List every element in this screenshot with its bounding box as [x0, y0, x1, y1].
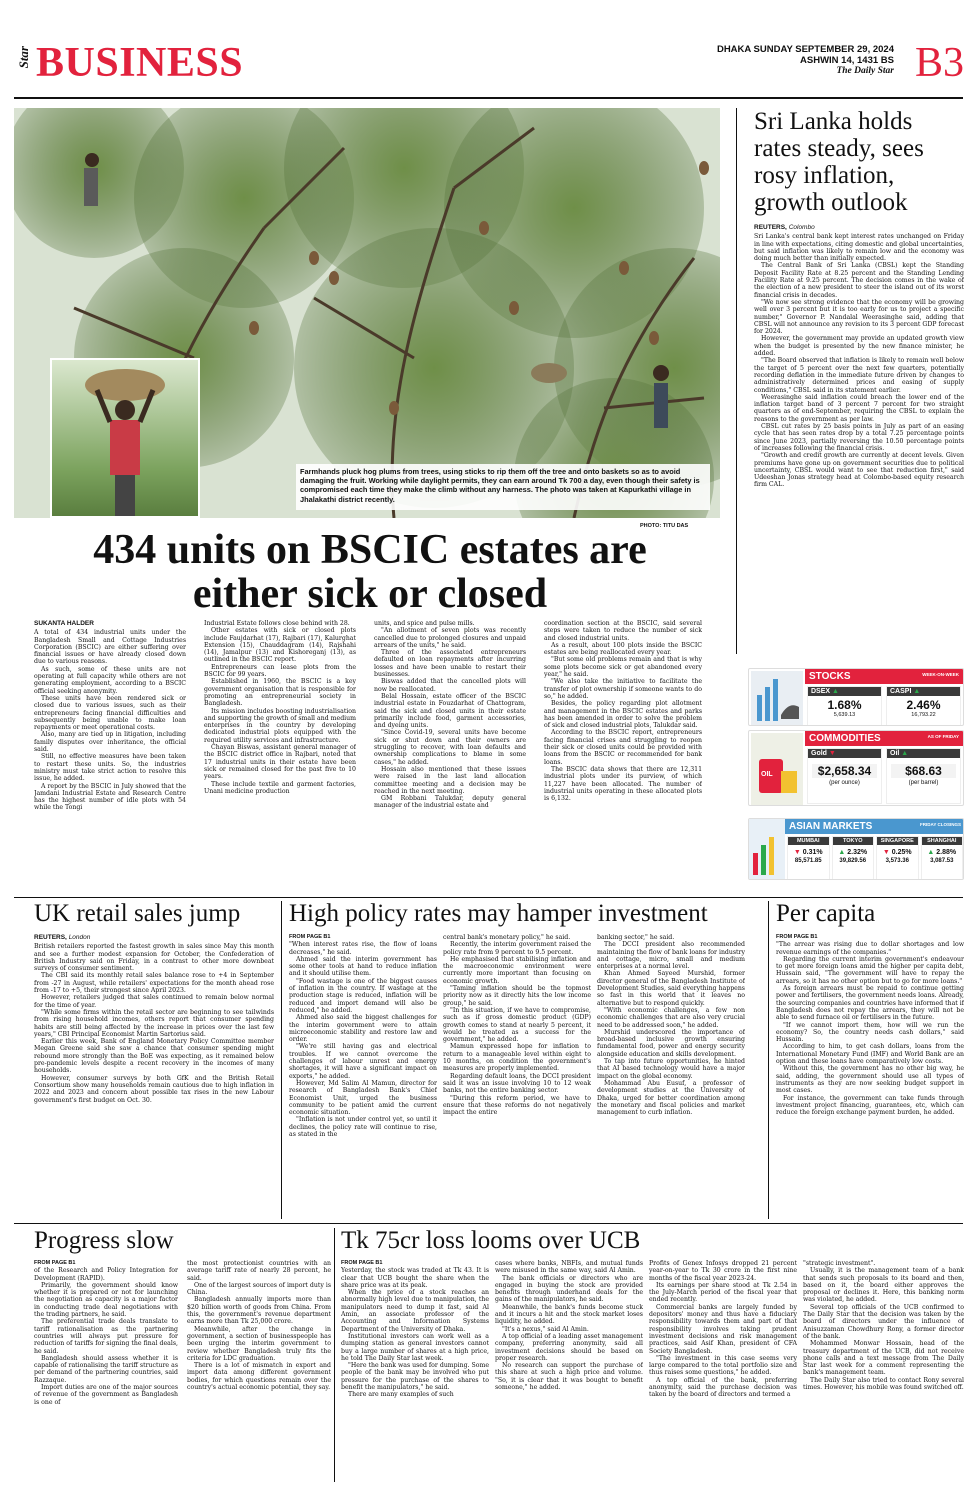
- progress-col-1: [34, 1260, 178, 1482]
- policy-from: FROM PAGE B1: [289, 934, 331, 940]
- main-paragraph: "We also take the initiative to facilitate the transfer of plot ownership if someone wants to do so," he added.: [544, 678, 702, 700]
- srilanka-body: [754, 224, 964, 654]
- policy-col-2: [443, 934, 591, 1218]
- main-paragraph: According to the BSCIC report, entrepreneurs facing financial crises and struggling to reopen their sick or closed units could be provided with loans from the BSCIC or recommended for bank loans.: [544, 729, 702, 766]
- main-paragraph: As such, some of these units are not operating at full capacity while others are not generating employment, according to a BSCIC official seeking anonymity.: [34, 665, 186, 695]
- srilanka-paragraph: CBSL cut rates by 25 basis points in July as part of an easing cycle that has seen rates drop by a total 7.25 percentage points since June 2023, partially reversing the 10.50 percentage points of increases following the financial crisis.: [754, 423, 964, 452]
- uk-right-rule: [281, 901, 282, 1219]
- commodity-price: $2,658.34: [812, 764, 877, 778]
- policy-paragraph: "We're still having gas and electrical troubles. If we cannot overcome the challenges of labour unrest and energy shortages, it will have a significant impact on exports," he added.: [289, 1043, 437, 1080]
- stock-index-value: 5,639.13: [833, 712, 856, 718]
- asian-market-value: 85,571.85: [794, 858, 822, 864]
- main-paragraph: "Since Covid-19, several units have become sick or shut down and their owners are struggling to recover, with loan defaults and ownership complications to blame in some cases," he added.: [374, 729, 526, 766]
- uk-paragraph: However, consumer surveys by both GfK and the British Retail Consortium show many households remain cautious due to high inflation in 2022 and 2023 and concern about possible tax rises in the new Labour government's first budget on Oct. 30.: [34, 1074, 274, 1104]
- triangle-up-icon: ▲: [830, 688, 839, 695]
- commodity: [886, 748, 961, 804]
- main-paragraph: Chayan Biswas, assistant general manager of the BSCIC district office in Rajbari, noted that 17 industrial units in their estate have been sick or remained closed for the past five to 10 years.: [204, 744, 356, 781]
- ucb-col-2: [495, 1260, 643, 1482]
- porter-illustration: [52, 360, 198, 516]
- commodities-title: COMMODITIES: [809, 733, 881, 744]
- asian-note: FRIDAY CLOSINGS: [919, 822, 961, 827]
- main-paragraph: These include textile and garment factories, Unani medicine production: [204, 780, 356, 795]
- asian-market: [876, 836, 919, 880]
- triangle-up-icon: ▲: [911, 688, 921, 695]
- main-paragraph: coordination section at the BSCIC, said several steps were taken to reduce the number of sick and closed industrial units.: [544, 620, 702, 642]
- main-col-3: [374, 620, 526, 886]
- stock-index: [807, 686, 882, 726]
- policy-paragraph: "Food wastage is one of the biggest causes of inflation in the country. If wastage at the production stage is reduced, inflation will be reduced and import demand will also be reduced," he added.: [289, 977, 437, 1014]
- stock-index-label: DSEX: [811, 688, 831, 695]
- stock-index-name: [808, 687, 881, 696]
- srilanka-headline: Sri Lanka holds rates steady, sees rosy inflation, growth outlook: [754, 108, 924, 216]
- srilanka-paragraph: However, the government may provide an updated growth view when the budget is presented by the new finance minister, he added.: [754, 335, 964, 358]
- triangle-up-icon: ▲: [899, 750, 909, 757]
- stocks-card: [748, 668, 964, 726]
- date: DHAKA SUNDAY SEPTEMBER 29, 2024: [716, 44, 894, 55]
- policy-col-1: [289, 934, 437, 1218]
- asian-market-pct: 2.32%: [847, 849, 868, 856]
- percapita-paragraph: For instance, the government can take funds through investment project financing, guarantees, etc, which can reduce the foreign exchange payment burden, he added.: [776, 1094, 964, 1117]
- main-paragraph: Hossain also mentioned that these issues were raised in the last land allocation committee meeting and a decision may be reached in the next meeting.: [374, 765, 526, 795]
- main-paragraph: Entrepreneurs can lease plots from the BSCIC for 99 years.: [204, 663, 356, 679]
- ucb-paragraph: A top official of a leading asset management company, preferring anonymity, said all investment decisions should be based on proper research.: [495, 1332, 643, 1362]
- uk-paragraph: "While some firms within the retail sector are beginning to see tailwinds from rising household incomes, others report that consumer spending habits are still being affected by the increase in prices over the last few years," CBI Principal Economist Martin Sartorius said.: [34, 1008, 274, 1038]
- commodity-unit: (per barrel): [908, 780, 939, 786]
- ucb-paragraph: The bank officials or directors who are engaged in buying the stock are provided benefits through underhand deals for the gains of the manipulators, he said.: [495, 1274, 643, 1304]
- uk-paragraph: British retailers reported the fastest growth in sales since May this month and see a further modest expansion for October, the Confederation of British Industry said on Friday, in a contrast to other more downbeat surveys of consumer sentiment.: [34, 943, 274, 973]
- percapita-paragraph: According to him, to get cash dollars, loans from the International Monetary Fund (IMF) and World Bank are an option and these loans have comparatively low costs.: [776, 1043, 964, 1066]
- policy-paragraph: "With economic challenges, a few non economic challenges that are also very crucial need to be addressed soon," he added.: [597, 1006, 745, 1029]
- ucb-paragraph: When the price of a stock reaches an abnormally high level due to manipulation, the manipulators need to dump it fast, said Al Amin, an associate professor of the Accounting and Information Systems Department of the University of Dhaka.: [341, 1289, 489, 1333]
- main-paragraph: Its mission includes boosting industrialisation and supporting the growth of small and medium enterprises in the country by developing dedicated industrial plots equipped with the required utility services and infrastructure.: [204, 707, 356, 744]
- main-paragraph: Established in 1960, the BSCIC is a key government organisation that is responsible for promoting an entrepreneurial society in Bangladesh.: [204, 678, 356, 708]
- policy-right-rule: [768, 901, 769, 1219]
- main-paragraph: The BSCIC data shows that there are 12,311 industrial plots under its purview, of which 11,227 have been allocated. The number of industrial units operating in these allocated plots is 6,132.: [544, 765, 702, 803]
- ucb-paragraph: Its earnings per share stood at Tk 2.54 in the July-March period of the fiscal year that ended recently.: [649, 1281, 797, 1304]
- triangle-down-icon: ▼: [882, 849, 892, 856]
- asian-market: [832, 836, 875, 880]
- asian-market-change: [788, 849, 829, 856]
- progress-paragraph: The preferential trade deals translate to tariff rationalisation as the partnering countries will always put pressure for reduction of tariffs for signing the final deals, he said.: [34, 1318, 178, 1355]
- asian-market-pct: 0.25%: [891, 849, 912, 856]
- commodities-card: [748, 730, 964, 806]
- policy-paragraph: Mohammad Abu Eusuf, a professor of development studies at the University of Dhaka, urged for better coordination among the monetary and fiscal policies and market management to curb inflation.: [597, 1079, 745, 1117]
- policy-col-3: [597, 934, 745, 1218]
- asian-items: [787, 836, 963, 880]
- ucb-paragraph: The Daily Star also tried to contact Rony several times. However, his mobile was found switched off.: [803, 1376, 964, 1392]
- commodity-price: $68.63: [891, 764, 956, 778]
- main-paragraph: Belal Hossain, estate officer of the BSCIC industrial estate in Fouzdarhat of Chattogram, said the sick and closed units in their estate primarily include food, garment accessories, and dyeing units.: [374, 692, 526, 730]
- progress-paragraph: the most protectionist countries with an average tariff rate of nearly 28 percent, he said.: [187, 1260, 331, 1282]
- main-col-2: [204, 620, 356, 886]
- percapita-paragraph: Regarding the current interim government's endeavour to get more foreign loans amid the higher per capita debt, Hussain said, "The government will have to repay the arrears, so it has no other option but to go for more loans.": [776, 955, 964, 985]
- commodity-unit: (per ounce): [829, 780, 860, 786]
- ucb-paragraph: Commercial banks are largely funded by depositors' money and thus have a fiduciary responsibility towards them and part of that responsibility involves taking prudent investment decisions and risk management practices, said Asif Khan, president of CFA Society Bangladesh.: [649, 1303, 797, 1355]
- main-paragraph: Biswas added that the cancelled plots will now be reallocated.: [374, 678, 526, 693]
- srilanka-paragraph: Sri Lanka's central bank kept interest rates unchanged on Friday in line with expectations, citing domestic and global uncertainties, but said inflation was likely to remain low and the economy was doing much better than initially expected.: [754, 233, 964, 263]
- masthead-rule: [14, 97, 963, 99]
- triangle-down-icon: ▼: [826, 750, 836, 757]
- stock-index-change: 2.46%: [906, 698, 941, 712]
- percapita-paragraph: As foreign arrears must be repaid to continue getting power and fertilisers, the government needs loans. Already, the sourcing companies and countries have informed that if Bangladesh does not repay the arrears, they will not be able to send furnace oil or fertilisers in the future.: [776, 985, 964, 1022]
- main-paragraph: Three of the associated entrepreneurs defaulted on loan repayments after incurring losses and have been unable to restart their businesses.: [374, 649, 526, 679]
- uk-paragraph: However, retailers judged that sales continued to remain below normal for the time of year.: [34, 994, 274, 1009]
- policy-paragraph: The DCCI president also recommended maintaining the flow of bank loans for industry and cottage, micro, small and medium enterprises at a normal level.: [597, 941, 745, 971]
- masthead: [14, 34, 964, 92]
- stock-index-label: CASPI: [890, 688, 912, 695]
- asian-market-name: MUMBAI: [788, 837, 829, 845]
- uk-paragraph: The CBI said its monthly retail sales balance rose to +4 in September from -27 in August, while retailers' expectations for the month ahead rose from -17 to +5, their strongest since April 2023.: [34, 972, 274, 995]
- commodity: [807, 748, 882, 804]
- ucb-paragraph: A top official of the bank, preferring anonymity, said the purchase decision was taken by the board of directors and termed a: [649, 1376, 797, 1399]
- uk-paragraph: Earlier this week, Bank of England Monetary Policy Committee member Megan Greene said she saw a chance that consumer spending might rebound more strongly than the BoE was expecting, as it remained below pre-pandemic levels despite a recent recovery in the incomes of many households.: [34, 1038, 274, 1075]
- srilanka-paragraph: "Growth and credit growth are currently at decent levels. Given premiums have gone up on government securities due to political uncertainty, CBSL would want to see that reduction first," said Udeeshan Jonas strategy head at Colombo-based equity research firm CAL.: [754, 452, 964, 489]
- policy-paragraph: banking sector," he said.: [597, 934, 675, 941]
- ucb-paragraph: "It's a nexus," said Al Amin.: [502, 1325, 589, 1333]
- oil-barrel-icon: [751, 733, 803, 805]
- progress-headline: Progress slow: [34, 1227, 174, 1254]
- main-paragraph: units, and spice and pulse mills.: [374, 620, 475, 627]
- ucb-from: FROM PAGE B1: [341, 1260, 383, 1266]
- commodities-header: [805, 731, 963, 746]
- progress-paragraph: Bangladesh should assess whether it is capable of rationalising the tariff structure as per demand of the partnering countries, said Razzaque.: [34, 1354, 178, 1384]
- main-paragraph: These units have been rendered sick or closed due to various issues, such as their entrepreneurs facing financial difficulties and subsequently being unable to make loan repayments or meet operational costs.: [34, 694, 186, 732]
- star-logo: Star: [16, 46, 31, 69]
- policy-paragraph: "Inflation is not under control yet, so until it declines, the policy rate will continue to rise, as stated in the: [289, 1116, 437, 1139]
- ucb-paragraph: Institutional investors can work well as a dumping station as general investors cannot buy a large number of shares at a high price, he told The Daily Star last week.: [341, 1332, 489, 1362]
- asian-market-name: TOKYO: [833, 837, 874, 845]
- main-byline: SUKANTA HALDER: [34, 620, 94, 627]
- policy-paragraph: However, Md Salim Al Mamun, director for research of Bangladesh Bank's Chief Economist Unit, urged the business community to be patient amid the current economic situation.: [289, 1079, 437, 1117]
- bangla-date: ASHWIN 14, 1431 BS: [800, 55, 894, 66]
- main-col-1: [34, 620, 186, 886]
- policy-paragraph: Ahmed said the interim government has some other tools at hand to reduce inflation and it should utilise them.: [289, 955, 437, 978]
- triangle-down-icon: ▼: [793, 849, 803, 856]
- srilanka-dateline: Colombo: [788, 224, 815, 231]
- ucb-paragraph: cases where banks, NBFIs, and mutual funds were misused in the same way, said Al Amin.: [495, 1260, 643, 1275]
- stock-index-change: 1.68%: [827, 698, 862, 712]
- policy-paragraph: "In this situation, if we have to compromise, such as if gross domestic product (GDP) growth comes to stand at nearly 5 percent, it would be treated as a success for the government," he added.: [443, 1006, 591, 1044]
- market-chart-icon: [749, 819, 785, 880]
- stocks-note: WEEK-ON-WEEK: [922, 672, 959, 677]
- asian-market-name: SINGAPORE: [877, 837, 918, 845]
- policy-paragraph: "When interest rates rise, the flow of loans decreases," he said.: [289, 941, 437, 956]
- srilanka-paragraph: Weerasinghe said inflation could breach the lower end of the inflation target band of 3 percent 7 percent for two straight quarters as of end-September, requiring the CBSL to explain the reasons to the government as per law.: [754, 393, 964, 423]
- triangle-up-icon: ▲: [927, 849, 937, 856]
- asian-market-value: 3,573.36: [885, 858, 909, 864]
- progress-paragraph: There is a lot of mismatch in export and import data among different government bodies, for which questions remain over the country's actual economic potential, they say.: [187, 1362, 331, 1392]
- asian-market: [921, 836, 964, 880]
- ucb-col-1: [341, 1260, 489, 1482]
- policy-paragraph: Recently, the interim government raised the policy rate from 9 percent to 9.5 percent.: [443, 941, 591, 956]
- commodity-label: Gold: [811, 750, 827, 757]
- policy-paragraph: Murshid underscored the importance of broad-based inclusive growth ensuring fundamental food, power and energy security alongside education and skills development.: [597, 1028, 745, 1058]
- uk-byline: REUTERS,: [34, 934, 67, 941]
- main-paragraph: Also, many are tied up in litigation, including family disputes over inheritance, the official said.: [34, 731, 186, 754]
- progress-from: FROM PAGE B1: [34, 1260, 76, 1266]
- policy-headline: High policy rates may hamper investment: [289, 900, 708, 927]
- main-headline: 434 units on BSCIC estates are either sick or closed: [93, 527, 647, 617]
- policy-paragraph: Ahmed also said the biggest challenges for the interim government were to attain microeconomic stability and restore law and order.: [289, 1014, 437, 1044]
- ucb-paragraph: No research can support the purchase of this share at such a high price and volume. "So, it is clear that it was bought to benefit someone," he added.: [495, 1362, 643, 1392]
- percapita-from: FROM PAGE B1: [776, 934, 818, 940]
- policy-paragraph: "Taming inflation should be the topmost priority now as it directly hits the low income group," he said.: [443, 985, 591, 1007]
- srilanka-paragraph: The Central Bank of Sri Lanka (CBSL) kept the Standing Deposit Facility Rate at 8.25 percent and the Standing Lending Facility Rate at 9.25 percent. The decision comes in the wake of the election of a new president to steer the island out of its worst financial crisis in decades.: [754, 262, 964, 299]
- photo-credit: PHOTO: TITU DAS: [640, 523, 689, 529]
- ucb-paragraph: Yesterday, the stock was traded at Tk 43. It is clear that UCB bought the share when the share price was at its peak.: [341, 1267, 489, 1289]
- main-paragraph: Still, no effective measures have been taken to restart these units. So, the industries ministry must take strict action to resolve this issue, he added.: [34, 753, 186, 783]
- ucb-paragraph: "The investment in this case seems very large compared to the total portfolio size and thus raises some questions," he added.: [649, 1354, 797, 1377]
- commodities-items: [807, 748, 961, 804]
- main-col-4: [544, 620, 702, 886]
- progress-paragraph: Primarily, the government should know whether it is prepared or not for launching the negotiation as capacity is a major factor in conducting trade deal negotiations with the trading partners, he said.: [34, 1281, 178, 1319]
- commodity-name: [887, 749, 960, 758]
- percapita-paragraph: Without this, the government has no other big way, he said, adding, the government should use all types of instruments as they are now seeking budget support in most cases.: [776, 1065, 964, 1095]
- ucb-paragraph: Profits of Genex Infosys dropped 21 percent year-on-year to Tk 30 crore in the first nine months of the fiscal year 2023-24.: [649, 1260, 797, 1282]
- uk-dateline: London: [68, 934, 91, 941]
- asian-market-name: SHANGHAI: [922, 837, 963, 845]
- progress-paragraph: Import duties are one of the major sources of revenue of the government as Bangladesh is one of: [34, 1384, 178, 1406]
- stock-index-name: [887, 687, 960, 696]
- srilanka-paragraph: "We now see strong evidence that the economy will be growing well over 3 percent but it is too early for us to project a specific number," Governor P. Nandalal Weerasinghe said, adding that CBSL will not announce any revision to its 3 percent GDP forecast for 2024.: [754, 298, 964, 336]
- percapita-paragraph: "The arrear was rising due to dollar shortages and low revenue earnings of the companies.": [776, 941, 964, 956]
- hog-plum-photo: [14, 108, 720, 518]
- ucb-paragraph: "Here the bank was used for dumping. Some people of the bank may be involved who put pressure for the purchase of the shares to benefit the manipulators," he said.: [341, 1362, 489, 1392]
- photo-caption: Farmhands pluck hog plums from trees, using sticks to rip them off the tree and onto baskets so as to avoid damaging the fruit. Working while daylight permits, they can earn around Tk 700 a day, even though their safety is compromised each time they make the climb without any harness. The photo was taken at Kapurkathi village in Jhalakathi district recently.: [296, 464, 710, 510]
- bull-bear-icon: [751, 671, 803, 725]
- asian-market-change: [877, 849, 918, 856]
- main-paragraph: A total of 434 industrial units under the Bangladesh Small and Cottage Industries Corporation (BSCIC) are either suffering over financial issues or have already closed down due to various reasons.: [34, 629, 186, 666]
- ucb-col-3: [649, 1260, 797, 1482]
- main-paragraph: As a result, about 100 plots inside the BSCIC estates are being reallocated every year.: [544, 641, 702, 657]
- policy-paragraph: Mamun expressed hope for inflation to return to a manageable level within eight to 10 months, on condition the government's measures are properly implemented.: [443, 1043, 591, 1073]
- paper-name: The Daily Star: [836, 66, 894, 76]
- policy-paragraph: Regarding default loans, the DCCI president said it was an issue involving 10 to 12 weak banks, not the entire banking sector.: [443, 1072, 591, 1095]
- main-paragraph: GM Robbani Talukdar, deputy general manager of the industrial estate and: [374, 795, 526, 810]
- asian-market-pct: 0.31%: [802, 849, 823, 856]
- progress-paragraph: Meanwhile, after the change in government, a section of businesspeople has been urging the interim government to review whether Bangladesh truly fits the criteria for LDC graduation.: [187, 1325, 331, 1362]
- stocks-header: [805, 669, 963, 684]
- percapita-paragraph: "If we cannot import them, how will we run the economy? So, the country needs cash dollars," said Hussain.: [776, 1021, 964, 1044]
- asian-title: ASIAN MARKETS: [789, 821, 873, 832]
- main-paragraph: "But some old problems remain and that is why some plots become sick or get abandoned every year," he said.: [544, 656, 702, 679]
- progress-paragraph: of the Research and Policy Integration for Development (RAPID).: [34, 1267, 178, 1282]
- asian-market-change: [833, 849, 874, 856]
- ucb-paragraph: There are many examples of such: [348, 1391, 454, 1399]
- asian-market-pct: 2.88%: [936, 849, 957, 856]
- stocks-title: STOCKS: [809, 671, 851, 682]
- main-paragraph: Industrial Estate follows close behind with 28.: [204, 620, 350, 627]
- section-title: BUSINESS: [36, 40, 244, 86]
- page-number: B3: [914, 40, 964, 86]
- main-paragraph: "An allotment of seven plots was recently cancelled due to prolonged closures and unpaid arrears of the units," he said.: [374, 627, 526, 649]
- asian-header: [785, 819, 964, 834]
- policy-paragraph: He emphasised that stabilising inflation and the macroeconomic environment were currently more important than focusing on economic growth.: [443, 955, 591, 985]
- progress-col-2: [187, 1260, 331, 1482]
- lower-rule: [14, 1223, 963, 1224]
- uk-headline: UK retail sales jump: [34, 900, 241, 927]
- srilanka-byline: REUTERS,: [754, 224, 787, 231]
- progress-paragraph: Bangladesh annually imports more than $20 billion worth of goods from China. From this, the government's revenue department earns more than Tk 25,000 crore.: [187, 1296, 331, 1326]
- percapita-body: [776, 934, 964, 1218]
- asian-market: [787, 836, 830, 880]
- policy-paragraph: central bank's monetary policy," he said.: [443, 934, 571, 941]
- stock-index-value: 16,793.22: [911, 712, 936, 718]
- policy-paragraph: To tap into future opportunities, he hinted that AI based technology would have a major impact on the global economy.: [597, 1058, 745, 1080]
- policy-paragraph: Khan Ahmed Sayeed Murshid, former director general of the Bangladesh Institute of Development Studies, said everything happens so fast in this world that it leaves no alternative but to respond quickly.: [597, 970, 745, 1007]
- asian-markets-card: [748, 818, 964, 880]
- ucb-paragraph: "strategic investment".: [803, 1260, 876, 1267]
- ucb-paragraph: Usually, it is the management team of a bank that sends such proposals to its board and then, based on it, the board either approves the proposal or declines it. Here, this banking norm was violated, he added.: [803, 1267, 964, 1304]
- inset-photo: [50, 358, 200, 518]
- date-line: [717, 44, 894, 77]
- sl-left-rule: [736, 108, 737, 654]
- oil-icon-label: OIL: [761, 771, 773, 778]
- ucb-headline: Tk 75cr loss looms over UCB: [341, 1227, 641, 1254]
- asian-market-value: 39,829.56: [839, 858, 867, 864]
- commodity-name: [808, 749, 881, 758]
- ucb-paragraph: Meanwhile, the bank's funds become stuck and it incurs a hit and the stock market loses liquidity, he added.: [495, 1303, 643, 1326]
- ucb-paragraph: Several top officials of the UCB confirmed to The Daily Star that the decision was taken by the board of directors under the influence of Anisuzzaman Chowdhury Rony, a former director of the bank.: [803, 1303, 964, 1340]
- triangle-up-icon: ▲: [838, 849, 848, 856]
- percapita-headline: Per capita: [776, 900, 876, 927]
- asian-market-change: [922, 849, 963, 856]
- stocks-items: [807, 686, 961, 726]
- asian-market-value: 3,087.53: [930, 858, 954, 864]
- main-paragraph: Besides, the policy regarding plot allotment and management in the BSCIC estates and parks has been amended in order to solve the problem of sick and closed industrial plots, Talukdar said.: [544, 700, 702, 730]
- ucb-col-4: [803, 1260, 964, 1482]
- stock-index: [886, 686, 961, 726]
- progress-right-rule: [334, 1228, 335, 1482]
- main-paragraph: A report by the BSCIC in July showed that the Jamdani Industrial Estate and Research Centre has the highest number of idle plots with 54 while the Tongi: [34, 782, 186, 812]
- ucb-paragraph: Mohammed Monwar Hossain, head of the treasury department of the UCB, did not receive phone calls and a text message from The Daily Star last week for a comment representing the bank's management team.: [803, 1340, 964, 1377]
- commodity-label: Oil: [890, 750, 900, 757]
- mid-rule: [14, 897, 963, 898]
- uk-body: [34, 934, 274, 1218]
- main-paragraph: Other estates with sick or closed plots include Faujdarhat (17), Rajbari (17), Kalurghat Extension (15), Chauddagram (14), Rajshahi (14), Jamalpur (13) and Kishoreganj (13), as outlined in the BSCIC report.: [204, 627, 356, 664]
- progress-paragraph: One of the largest sources of import duty is China.: [187, 1281, 331, 1297]
- srilanka-paragraph: "The Board observed that inflation is likely to remain well below the target of 5 percent over the next few quarters, potentially recording deflation in the immediate future driven by changes to administratively determined prices and easing of supply conditions," CBSL said in its statement earlier.: [754, 357, 964, 394]
- commodities-note: AS OF FRIDAY: [927, 734, 959, 739]
- policy-paragraph: "During this reform period, we have to ensure that these reforms do not negatively impact the entire: [443, 1094, 591, 1117]
